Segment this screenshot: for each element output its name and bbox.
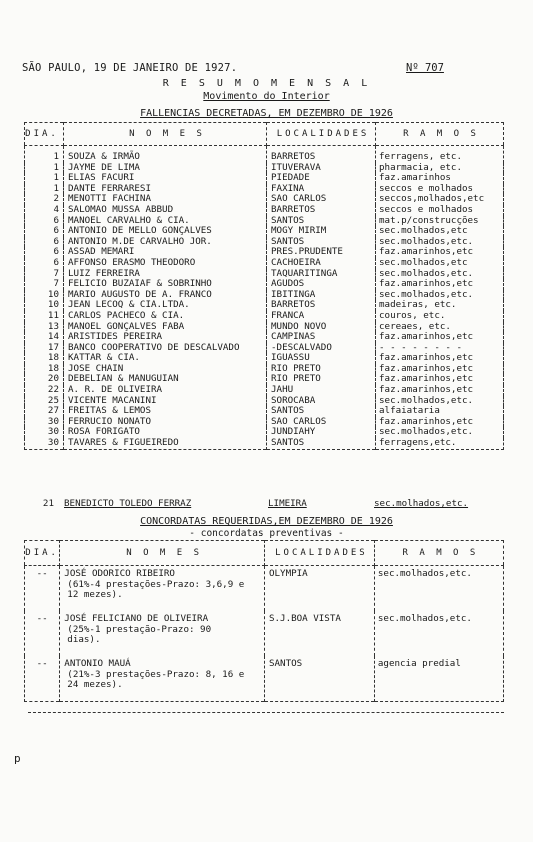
cell-dia: 1 xyxy=(25,184,64,195)
cell-ramo: seccos,molhados,etc xyxy=(379,194,485,205)
cell-localidade: -DESCALVADO xyxy=(267,343,376,354)
cell-ramo: - - - - - - - - xyxy=(379,342,462,353)
cell-ramo: seccos e molhados xyxy=(379,204,474,215)
cell-localidade: IGUASSU xyxy=(267,353,376,364)
table-row xyxy=(25,146,504,163)
cell-ramo: faz.amarinhos,etc xyxy=(379,385,474,396)
cell-dia: 1 xyxy=(25,163,64,174)
footer-mark: p xyxy=(14,752,21,765)
table-row xyxy=(25,427,504,438)
table-row xyxy=(25,173,504,184)
table-row xyxy=(25,611,504,656)
cell-dia: 4 xyxy=(25,205,64,216)
cell-ramo: sec.molhados,etc. xyxy=(379,427,474,438)
cell-localidade: SANTOS xyxy=(267,438,376,449)
cell-localidade: IBITINGA xyxy=(267,290,376,301)
table-row xyxy=(25,194,504,205)
cell-nome: DANTE FERRARESI xyxy=(64,184,267,195)
col-nomes-header: N O M E S xyxy=(60,541,265,566)
table-row xyxy=(25,269,504,280)
cell-localidade: SOROCABA xyxy=(267,396,376,407)
cell-ramo: faz.amarinhos,etc xyxy=(379,332,474,343)
report-title: R E S U M O M E N S A L xyxy=(162,78,371,89)
cell-localidade: CACHOEIRA xyxy=(267,258,376,269)
table-row xyxy=(25,438,504,449)
cell-nome: FERRUCIO NONATO xyxy=(64,417,267,428)
cell-nome: AFFONSO ERASMO THEODORO xyxy=(64,258,267,269)
cell-nome: MANOEL GONÇALVES FABA xyxy=(64,322,267,333)
cell-ramo: mat.p/construcções xyxy=(379,215,479,226)
concordatas-section-title: CONCORDATAS REQUERIDAS,EM DEZEMBRO DE 1926 xyxy=(140,516,393,527)
cell-localidade: SANTOS xyxy=(267,406,376,417)
last-row-dia: 21 xyxy=(42,498,54,509)
cell-dia: 14 xyxy=(25,332,64,343)
bottom-divider xyxy=(28,712,504,713)
table-row xyxy=(25,163,504,174)
concordata-detalhe: (61%-4 prestações-Prazo: 3,6,9 e 12 mezes). xyxy=(67,578,245,600)
cell-nome: MANOEL CARVALHO & CIA. xyxy=(64,216,267,227)
cell-localidade: SÃO CARLOS xyxy=(267,194,376,205)
cell-ramo: faz.amarinhos,etc xyxy=(379,353,474,364)
cell-dia: -- xyxy=(25,566,60,612)
document-number: Nº 707 xyxy=(406,62,444,74)
cell-localidade: SÃO CARLOS xyxy=(267,417,376,428)
cell-nome: FELICIO BUZAIAF & SOBRINHO xyxy=(64,279,267,290)
table-row xyxy=(25,396,504,407)
cell-dia: 7 xyxy=(25,269,64,280)
cell-localidade: BARRETOS xyxy=(267,146,376,163)
table-row xyxy=(25,237,504,248)
table-row xyxy=(25,374,504,385)
cell-localidade: SANTOS xyxy=(267,216,376,227)
cell-nome: VICENTE MACANINI xyxy=(64,396,267,407)
cell-localidade: OLYMPIA xyxy=(264,566,374,612)
cell-ramo: sec.molhados,etc. xyxy=(379,268,474,279)
col-nomes-header: N O M E S xyxy=(64,123,267,146)
cell-dia: 18 xyxy=(25,353,64,364)
cell-nome: DEBELIAN & MANUGUIAN xyxy=(64,374,267,385)
concordatas-body xyxy=(25,566,504,702)
cell-localidade: MUNDO NOVO xyxy=(267,322,376,333)
cell-localidade: MOGY MIRIM xyxy=(267,226,376,237)
table-row xyxy=(25,290,504,301)
cell-dia: 6 xyxy=(25,258,64,269)
cell-ramo: ferragens, etc. xyxy=(379,151,462,162)
cell-ramo: faz.amarinhos,etc xyxy=(379,416,474,427)
table-row xyxy=(25,353,504,364)
cell-nome xyxy=(60,611,265,656)
table-header-row xyxy=(25,541,504,566)
cell-ramo: faz.amarinhos xyxy=(379,173,451,184)
cell-localidade: RIO PRETO xyxy=(267,374,376,385)
table-row xyxy=(25,300,504,311)
cell-nome xyxy=(60,656,265,702)
cell-localidade: SANTOS xyxy=(264,656,374,702)
cell-localidade: JAHÚ xyxy=(267,385,376,396)
table-row xyxy=(25,566,504,612)
cell-dia: 6 xyxy=(25,216,64,227)
cell-localidade: RIO PRETO xyxy=(267,364,376,375)
fallencias-table xyxy=(24,122,504,450)
table-row xyxy=(25,364,504,375)
cell-ramo: sec.molhados,etc. xyxy=(379,289,474,300)
cell-nome: LUIZ FERREIRA xyxy=(64,269,267,280)
concordatas-table xyxy=(24,540,504,702)
cell-nome: KATTAR & CIA. xyxy=(64,353,267,364)
cell-nome: SOUZA & IRMÃO xyxy=(64,146,267,163)
cell-dia: 2 xyxy=(25,194,64,205)
cell-dia: 18 xyxy=(25,364,64,375)
concordata-nome: ANTONIO MAUÁ xyxy=(64,658,131,669)
cell-ramo: sec.molhados,etc xyxy=(379,257,468,268)
cell-localidade: ITUVERAVA xyxy=(267,163,376,174)
cell-nome: TAVARES & FIGUEIREDO xyxy=(64,438,267,449)
cell-dia: 13 xyxy=(25,322,64,333)
cell-localidade: TAQUARITINGA xyxy=(267,269,376,280)
date-line: SÃO PAULO, 19 DE JANEIRO DE 1927. xyxy=(22,62,238,74)
cell-dia: 1 xyxy=(25,173,64,184)
cell-ramo: faz.amarinhos,etc xyxy=(379,279,474,290)
table-row xyxy=(25,343,504,354)
fallencias-body xyxy=(25,146,504,450)
concordata-nome: JOSÉ ODORICO RIBEIRO xyxy=(64,568,175,579)
cell-dia: 1 xyxy=(25,146,64,163)
cell-ramo: sec.molhados,etc. xyxy=(377,568,472,579)
concordata-detalhe: (21%-3 prestações-Prazo: 8, 16 e 24 mezes). xyxy=(67,668,245,690)
table-row xyxy=(25,184,504,195)
table-header-row xyxy=(25,123,504,146)
last-row-localidade: LIMEIRA xyxy=(268,498,307,509)
cell-nome: ROSA FORIGATO xyxy=(64,427,267,438)
table-row xyxy=(25,385,504,396)
col-localidades-header: LOCALIDADES xyxy=(267,123,376,146)
cell-ramo: sec.molhados,etc. xyxy=(379,236,474,247)
concordata-detalhe: (25%-1 prestação-Prazo: 90 dias). xyxy=(67,623,212,645)
cell-nome: ASSAD MEMARI xyxy=(64,247,267,258)
cell-dia: 11 xyxy=(25,311,64,322)
table-row xyxy=(25,226,504,237)
cell-localidade: JUNDIAHY xyxy=(267,427,376,438)
cell-dia: 6 xyxy=(25,226,64,237)
cell-nome: MARIO AUGUSTO DE A. FRANCO xyxy=(64,290,267,301)
table-row xyxy=(25,258,504,269)
cell-dia: 27 xyxy=(25,406,64,417)
cell-nome: JEAN LECOQ & CIA.LTDA. xyxy=(64,300,267,311)
table-row xyxy=(25,205,504,216)
cell-localidade: CAMPINAS xyxy=(267,332,376,343)
cell-ramo: sec.molhados,etc. xyxy=(377,613,472,624)
table-row xyxy=(25,216,504,227)
col-dia-header: DIA. xyxy=(25,541,60,566)
cell-nome xyxy=(60,566,265,612)
table-row xyxy=(25,656,504,702)
cell-ramo: madeiras, etc. xyxy=(379,300,457,311)
cell-localidade: PIEDADE xyxy=(267,173,376,184)
col-localidades-header: LOCALIDADES xyxy=(264,541,374,566)
cell-ramo: alfaiataria xyxy=(379,406,440,417)
last-row-nome: BENEDICTO TOLEDO FERRAZ xyxy=(64,498,192,509)
cell-ramo: ferragens,etc. xyxy=(379,438,457,449)
cell-dia: 7 xyxy=(25,279,64,290)
col-ramos-header: R A M O S xyxy=(374,541,503,566)
cell-nome: BANCO COOPERATIVO DE DESCALVADO xyxy=(64,343,267,354)
cell-ramo: faz.amarinhos,etc xyxy=(379,363,474,374)
cell-dia: 30 xyxy=(25,417,64,428)
cell-dia: -- xyxy=(25,611,60,656)
cell-nome: SALOMÃO MUSSA ABBUD xyxy=(64,205,267,216)
cell-dia: 30 xyxy=(25,438,64,449)
fallencias-section-title: FALLENCIAS DECRETADAS, EM DEZEMBRO DE 1926 xyxy=(140,108,393,119)
cell-ramo: agencia predial xyxy=(377,658,461,669)
cell-nome: ANTONIO M.DE CARVALHO JOR. xyxy=(64,237,267,248)
cell-dia: 6 xyxy=(25,247,64,258)
cell-nome: ANTONIO DE MELLO GONÇALVES xyxy=(64,226,267,237)
cell-ramo: pharmacia, etc. xyxy=(379,162,462,173)
cell-localidade: S.J.BOA VISTA xyxy=(264,611,374,656)
report-subtitle: Movimento do Interior xyxy=(203,91,330,102)
cell-nome: ARISTIDES PEREIRA xyxy=(64,332,267,343)
cell-nome: CARLOS PACHECO & CIA. xyxy=(64,311,267,322)
cell-localidade: BARRETOS xyxy=(267,300,376,311)
col-dia-header: DIA. xyxy=(25,123,64,146)
cell-nome: JAYME DE LIMA xyxy=(64,163,267,174)
cell-dia: 6 xyxy=(25,237,64,248)
cell-ramo: faz.amarinhos,etc xyxy=(379,374,474,385)
cell-localidade: SANTOS xyxy=(267,237,376,248)
cell-localidade: FAXINA xyxy=(267,184,376,195)
cell-dia: 25 xyxy=(25,396,64,407)
cell-dia: 22 xyxy=(25,385,64,396)
last-row-ramo: sec.molhados,etc. xyxy=(374,498,469,509)
concordata-nome: JOSÉ FELICIANO DE OLIVEIRA xyxy=(64,613,209,624)
cell-nome: FREITAS & LEMOS xyxy=(64,406,267,417)
table-row xyxy=(25,247,504,258)
cell-dia: 10 xyxy=(25,300,64,311)
table-row xyxy=(25,279,504,290)
cell-dia: 30 xyxy=(25,427,64,438)
cell-localidade: PRES.PRUDENTE xyxy=(267,247,376,258)
table-row xyxy=(25,311,504,322)
table-row xyxy=(25,406,504,417)
cell-dia: -- xyxy=(25,656,60,702)
cell-ramo: couros, etc. xyxy=(379,310,446,321)
cell-dia: 10 xyxy=(25,290,64,301)
cell-nome: A. R. DE OLIVEIRA xyxy=(64,385,267,396)
cell-dia: 20 xyxy=(25,374,64,385)
cell-ramo: sec.molhados,etc xyxy=(379,226,468,237)
col-ramos-header: R A M O S xyxy=(376,123,504,146)
cell-localidade: BARRETOS xyxy=(267,205,376,216)
cell-ramo: sec.molhados,etc. xyxy=(379,395,474,406)
cell-dia: 17 xyxy=(25,343,64,354)
table-row xyxy=(25,417,504,428)
cell-nome: MENOTTI FACHINA xyxy=(64,194,267,205)
cell-nome: JOSÉ CHAIN xyxy=(64,364,267,375)
cell-nome: ELIAS FACURI xyxy=(64,173,267,184)
cell-ramo: faz.amarinhos,etc xyxy=(379,247,474,258)
cell-localidade: AGUDOS xyxy=(267,279,376,290)
cell-ramo: seccos e molhados xyxy=(379,183,474,194)
concordatas-section-subtitle: - concordatas preventivas - xyxy=(189,528,344,539)
table-row xyxy=(25,322,504,333)
cell-localidade: FRANCA xyxy=(267,311,376,322)
cell-ramo: cereaes, etc. xyxy=(379,321,451,332)
table-row xyxy=(25,332,504,343)
